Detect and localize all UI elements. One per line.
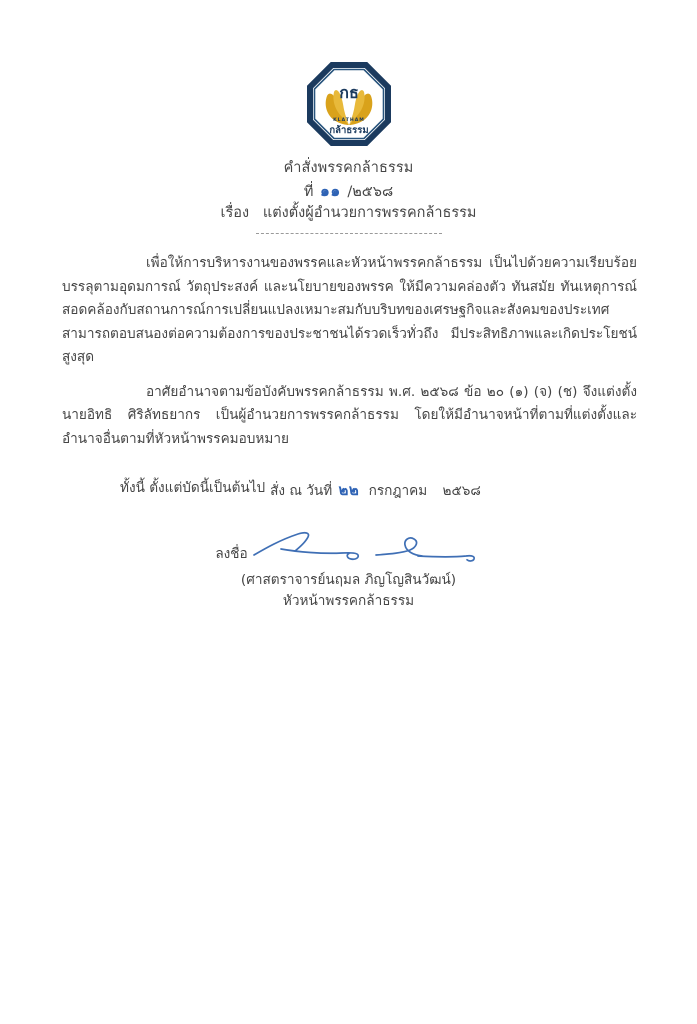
date-prefix-label: สั่ง ณ วันที่ xyxy=(270,483,333,499)
order-year-value: /๒๕๖๘ xyxy=(347,183,394,200)
document-body xyxy=(62,252,637,501)
subject-text: แต่งตั้งผู้อำนวยการพรรคกล้าธรรม xyxy=(262,205,477,222)
body-paragraph-3: ทั้งนี้ ตั้งแต่บัดนี้เป็นต้นไป xyxy=(120,480,266,497)
body-paragraph-1: เพื่อให้การบริหารงานของพรรคและหัวหน้าพรรคกล้าธรรม เป็นไปด้วยความเรียบร้อยบรรลุตามอุดมการณ์ วัตถุประสงค์ และนโยบายของพรรค ให้มีความคล่องตัว ทันสมัย ทันเหตุการณ์ สอดคล้องกับสถานการณ์การเปลี่ยนแปลงเหมาะสมกับบริบทของเศรษฐกิจและสังคมของประเทศ สามารถตอบสนองต่อความต้องการของประชาชนได้รวดเร็วทั่วถึง มีประสิทธิภาพและเกิดประโยชน์สูงสุด xyxy=(62,255,637,366)
order-number-value: ๑๑ xyxy=(320,181,341,200)
header-divider xyxy=(0,233,697,234)
signature-label: ลงชื่อ xyxy=(215,546,248,562)
subject-label: เรื่อง xyxy=(220,205,250,222)
signatory-name: (ศาสตราจารย์นฤมล ภิญโญสินวัฒน์) xyxy=(240,572,457,588)
svg-text:กธ: กธ xyxy=(338,83,359,102)
handwritten-signature-icon xyxy=(250,528,482,566)
document-title: คำสั่งพรรคกล้าธรรม xyxy=(283,160,414,176)
party-logo-container xyxy=(0,62,697,146)
date-day-value: ๒๒ xyxy=(338,481,360,499)
klatham-party-emblem-icon xyxy=(307,62,391,146)
order-prefix-label: ที่ xyxy=(303,183,314,200)
order-number-line xyxy=(0,180,697,203)
body-paragraph-2: อาศัยอำนาจตามข้อบังคับพรรคกล้าธรรม พ.ศ. ๒๕๖๘ ข้อ ๒๐ (๑) (จ) (ช) จึงแต่งตั้ง นายอิทธิ ศิริลัทธยากร เป็นผู้อำนวยการพรรคกล้าธรรม โดยให้มีอำนาจหน้าที่ตามที่แต่งตั้งและอำนาจอื่นตามที่หัวหน้าพรรคมอบหมาย xyxy=(62,383,637,447)
dashed-rule xyxy=(256,233,442,234)
signature-block xyxy=(0,528,697,612)
subject-line xyxy=(0,203,697,224)
date-year-value: ๒๕๖๘ xyxy=(442,483,481,499)
document-header xyxy=(0,158,697,224)
date-month-value: กรกฎาคม xyxy=(368,483,428,499)
signatory-role: หัวหน้าพรรคกล้าธรรม xyxy=(282,593,415,610)
svg-text:กล้าธรรม: กล้าธรรม xyxy=(328,125,369,136)
svg-text:KLATHAM: KLATHAM xyxy=(332,118,365,123)
issue-date-line xyxy=(0,478,697,502)
signature-row xyxy=(0,528,697,566)
